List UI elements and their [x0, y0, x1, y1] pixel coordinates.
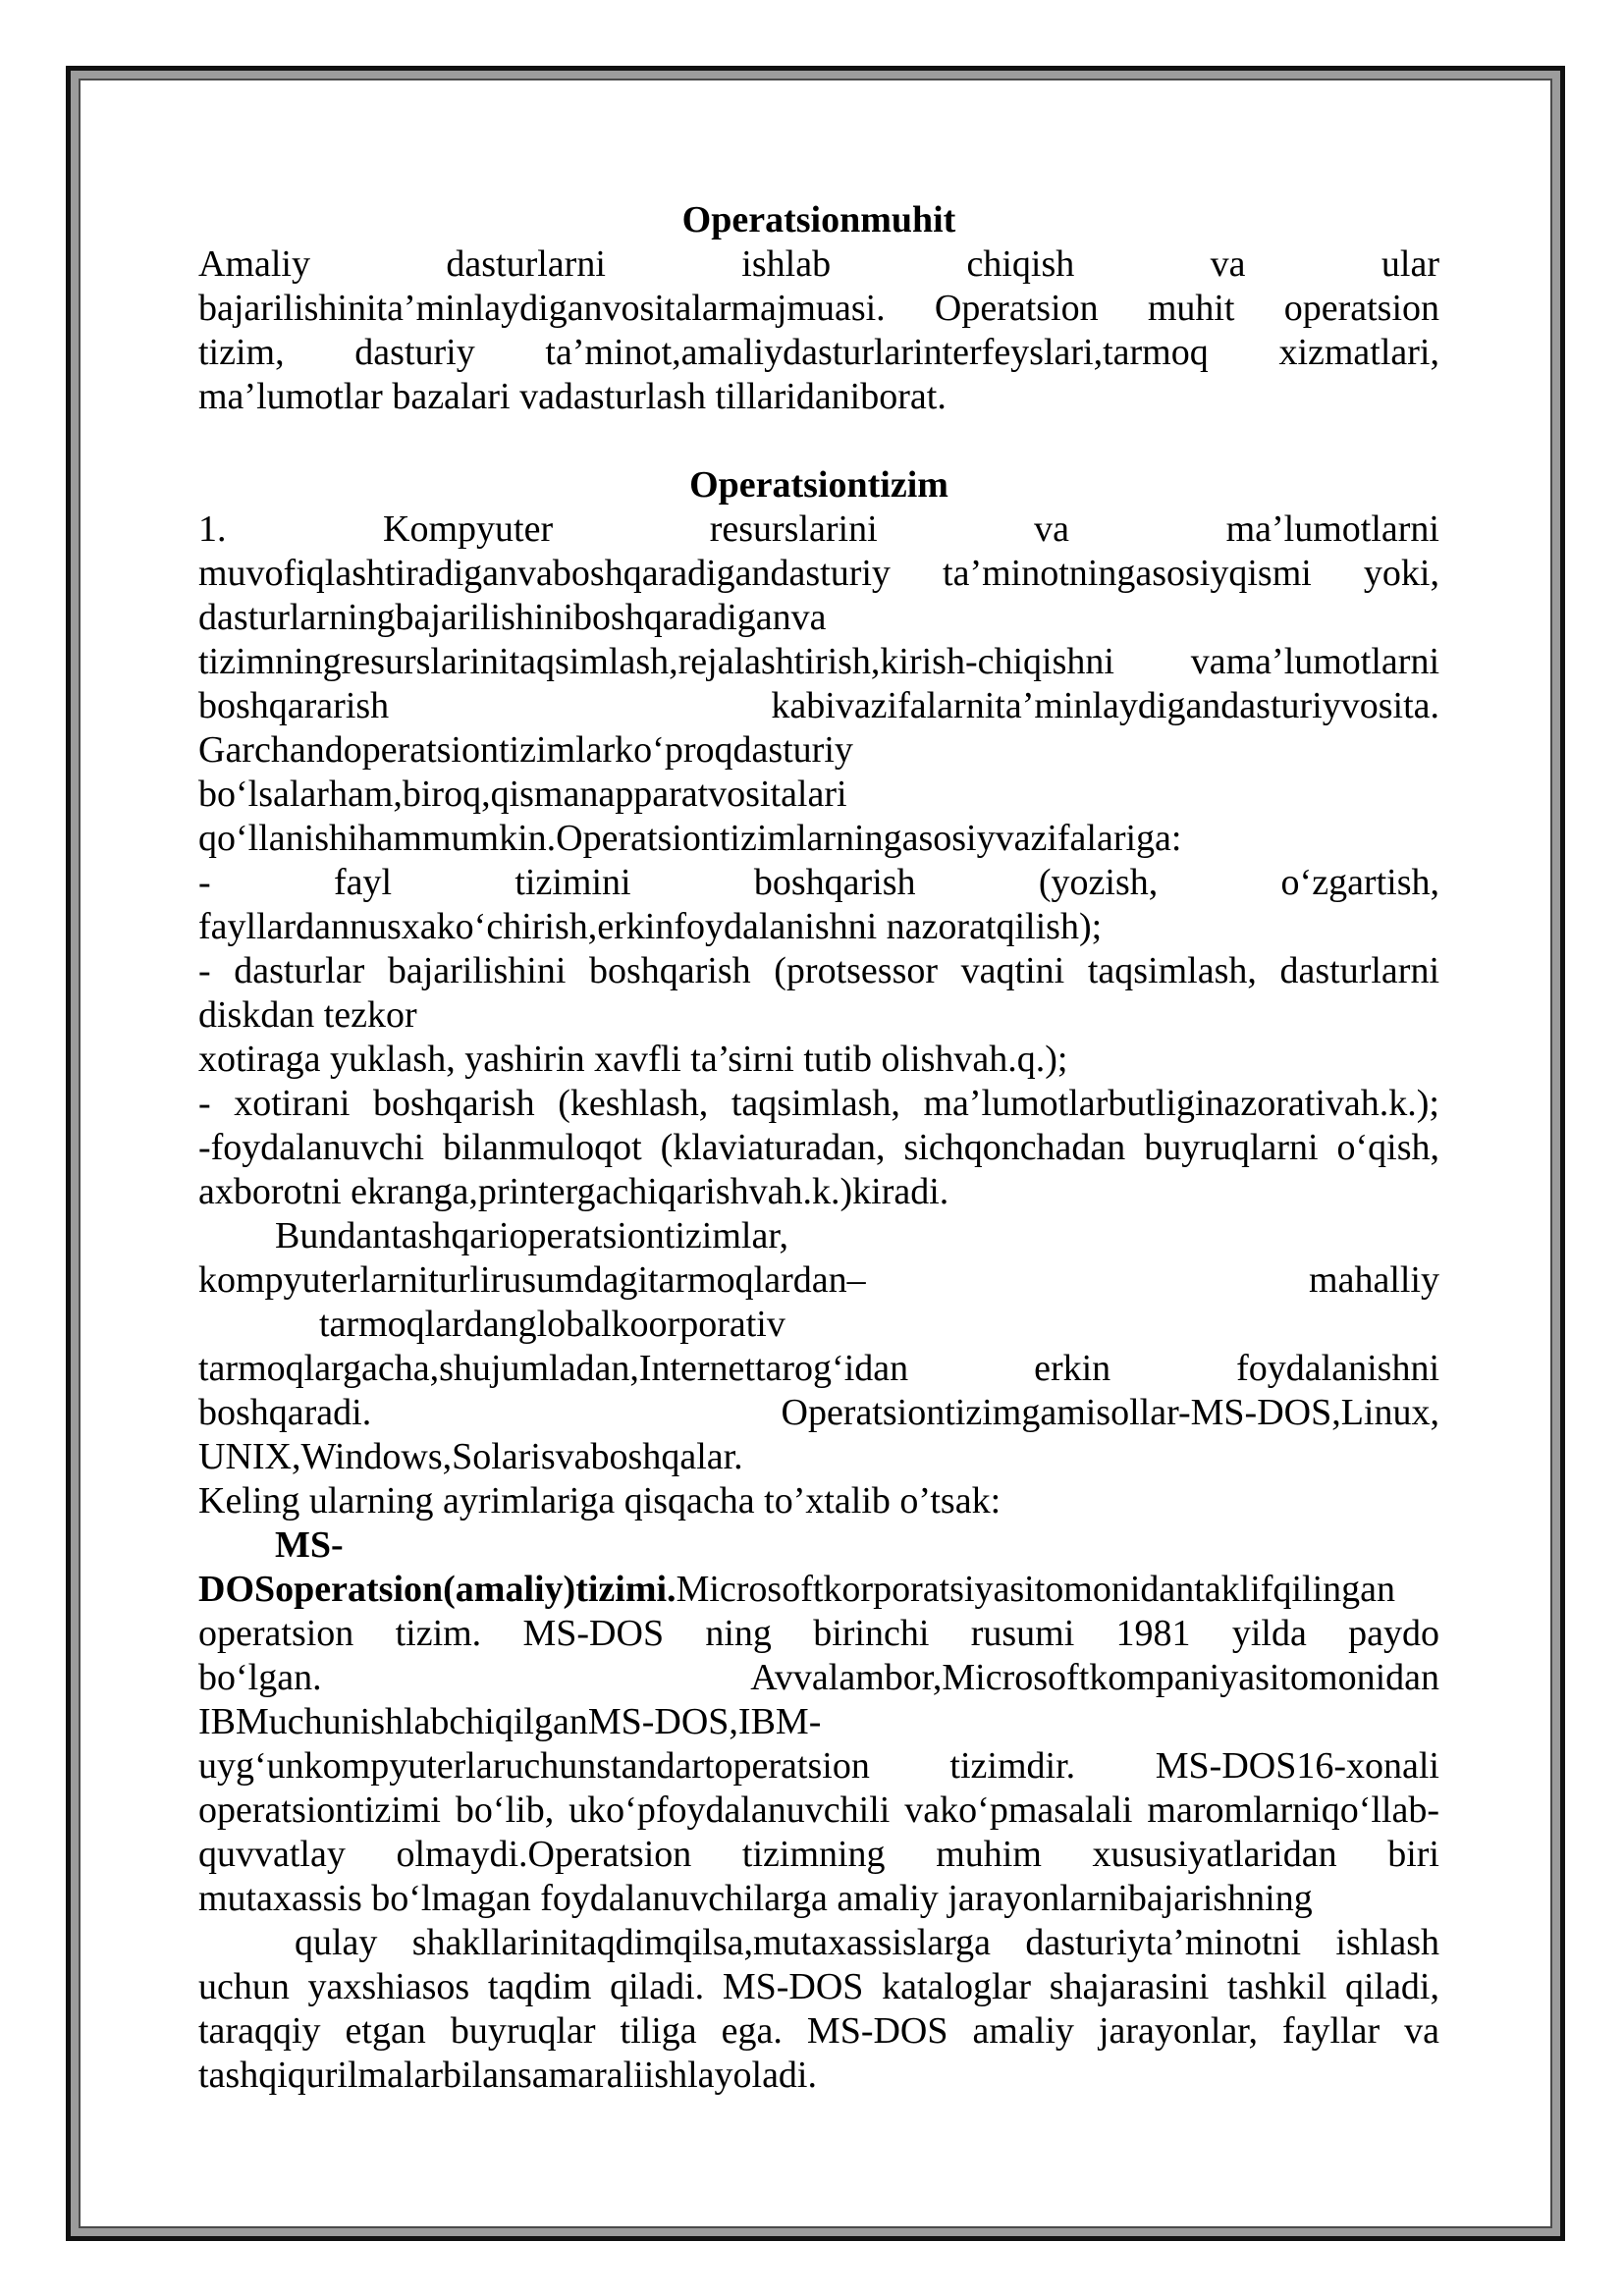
paragraph-line: dasturlarningbajarilishiniboshqaradiganva — [198, 597, 827, 638]
list-item-line: fayllardannusxako‘chirish,erkinfoydalanishni nazoratqilish); — [198, 906, 1103, 947]
list-item-line: -foydalanuvchi bilanmuloqot (klaviaturadan, sichqonchadan buyruqlarni o‘qish, — [198, 1127, 1439, 1168]
paragraph-line — [198, 1568, 1439, 1612]
paragraph-line: Keling ularning ayrimlariga qisqacha to’xtalib o’tsak: — [198, 1480, 1001, 1522]
paragraph-line: operatsiontizimi bo‘lib, uko‘pfoydalanuvchili vako‘pmasalali maromlarniqo‘llab- — [198, 1789, 1439, 1831]
paragraph-line: tarmoqlardanglobalkoorporativ — [319, 1304, 785, 1345]
list-item-line: - dasturlar bajarilishini boshqarish (protsessor vaqtini taqsimlash, dasturlarni — [198, 950, 1439, 991]
paragraph-line: IBMuchunishlabchiqilganMS-DOS,IBM- — [198, 1701, 822, 1742]
paragraph-text: Microsoftkorporatsiyasitomonidantaklifqilingan — [676, 1569, 1395, 1610]
paragraph-line: muvofiqlashtiradiganvaboshqaradigandasturiy ta’minotningasosiyqismi yoki, — [198, 553, 1439, 594]
paragraph-line: operatsion tizim. MS-DOS ning birinchi rusumi 1981 yilda paydo — [198, 1613, 1439, 1654]
paragraph-line: tizimningresurslarinitaqsimlash,rejalashtirish,kirish-chiqishni vama’lumotlarni — [198, 641, 1439, 682]
paragraph-line: Amaliy dasturlarni ishlab chiqish va ular — [198, 243, 1439, 285]
paragraph-line: kompyuterlarniturlirusumdagitarmoqlardan– mahalliy — [198, 1259, 1439, 1301]
paragraph-line: bo‘lsalarham,biroq,qismanapparatvositalari — [198, 774, 847, 815]
document-body — [198, 198, 1439, 2098]
paragraph-line: qulay shakllarinitaqdimqilsa,mutaxassislarga dasturiyta’minotni ishlash — [295, 1922, 1439, 1963]
paragraph-line: tarmoqlargacha,shujumladan,Internettarog‘idan erkin foydalanishni — [198, 1348, 1439, 1389]
paragraph-line: tashqiqurilmalarbilansamaraliishlayoladi. — [198, 2055, 817, 2096]
list-item-line: diskdan tezkor — [198, 994, 417, 1036]
ms-dos-heading: MS- — [275, 1524, 344, 1566]
paragraph-line: Bundantashqarioperatsiontizimlar, — [275, 1215, 788, 1256]
paragraph-line: quvvatlay olmaydi.Operatsion tizimning muhim xususiyatlaridan biri — [198, 1834, 1439, 1875]
paragraph-line: tizim, dasturiy ta’minot,amaliydasturlarinterfeyslari,tarmoq xizmatlari, — [198, 332, 1439, 373]
list-item-line: - xotirani boshqarish (keshlash, taqsimlash, ma’lumotlarbutliginazorativah.k.); — [198, 1083, 1439, 1124]
paragraph-line: uyg‘unkompyuterlaruchunstandartoperatsion tizimdir. MS-DOS16-xonali — [198, 1745, 1439, 1787]
paragraph-line: ma’lumotlar bazalari vadasturlash tillaridaniborat. — [198, 376, 947, 417]
ms-dos-heading-continued: DOSoperatsion(amaliy)tizimi. — [198, 1569, 677, 1610]
paragraph-line: taraqqiy etgan buyruqlar tiliga ega. MS-DOS amaliy jarayonlar, fayllar va — [198, 2010, 1439, 2052]
section-heading: Operatsiontizim — [689, 464, 948, 506]
paragraph-line: UNIX,Windows,Solarisvaboshqalar. — [198, 1436, 743, 1477]
paragraph-line: uchun yaxshiasos taqdim qiladi. MS-DOS kataloglar shajarasini tashkil qiladi, — [198, 1966, 1439, 2007]
paragraph-line: Garchandoperatsiontizimlarko‘proqdasturiy — [198, 729, 853, 771]
list-item-line: xotiraga yuklash, yashirin xavfli ta’sirni tutib olishvah.q.); — [198, 1039, 1068, 1080]
paragraph-line: qo‘llanishihammumkin.Operatsiontizimlarningasosiyvazifalariga: — [198, 818, 1182, 859]
section-heading: Operatsionmuhit — [681, 199, 956, 240]
list-item-line: - fayl tizimini boshqarish (yozish, o‘zgartish, — [198, 862, 1439, 903]
blank-line — [198, 419, 1439, 463]
paragraph-line: 1. Kompyuter resurslarini va ma’lumotlarni — [198, 508, 1439, 550]
list-item-line: axborotni ekranga,printergachiqarishvah.k.)kiradi. — [198, 1171, 949, 1212]
paragraph-line: bajarilishinita’minlaydiganvositalarmajmuasi. Operatsion muhit operatsion — [198, 288, 1439, 329]
paragraph-line: mutaxassis bo‘lmagan foydalanuvchilarga amaliy jarayonlarnibajarishning — [198, 1878, 1313, 1919]
paragraph-line: boshqararish kabivazifalarnita’minlaydigandasturiyvosita. — [198, 685, 1439, 726]
paragraph-line: boshqaradi. Operatsiontizimgamisollar-MS-DOS,Linux, — [198, 1392, 1439, 1433]
paragraph-line: bo‘lgan. Avvalambor,Microsoftkompaniyasitomonidan — [198, 1657, 1439, 1698]
